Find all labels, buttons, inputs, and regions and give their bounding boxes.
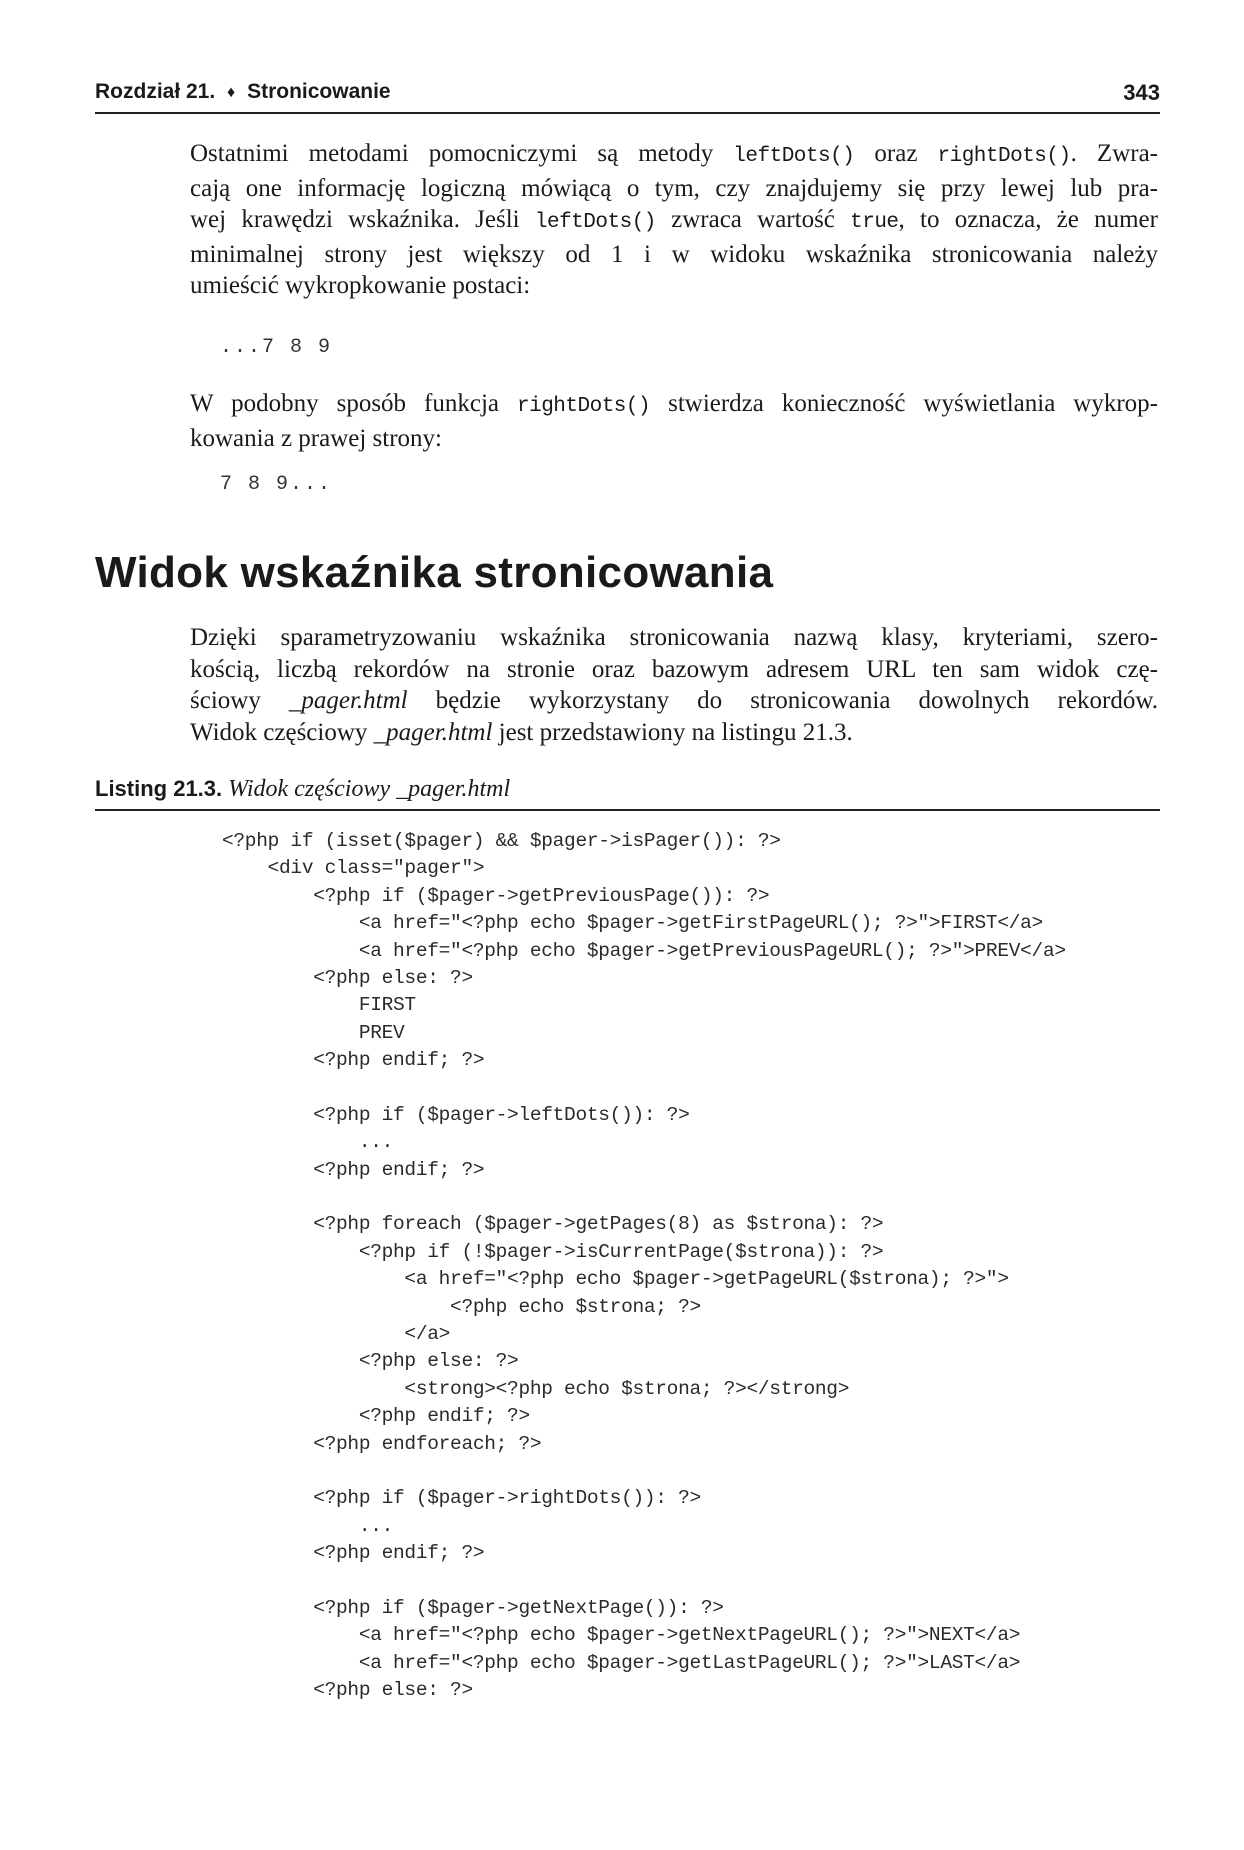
code-line: <?php if (!$pager->isCurrentPage($strona)): ?>: [222, 1240, 884, 1263]
text-line: W podobny sposób funkcja rightDots() stwierdza konieczność wyświetlania wykrop-: [190, 390, 1158, 418]
code-line: ...: [222, 1514, 394, 1537]
code-line: </a>: [222, 1323, 451, 1346]
code-line: <?php endif; ?>: [222, 1049, 485, 1072]
code-line: <?php if ($pager->getPreviousPage()): ?>: [222, 884, 770, 907]
text-line: cają one informację logiczną mówiącą o tym, czy znajdujemy się przy lewej lub pra-: [190, 174, 1158, 202]
code-line: <?php else: ?>: [222, 1679, 473, 1702]
code-listing: [222, 828, 1066, 1705]
listing-label: Listing 21.3.: [95, 776, 223, 801]
file-name: _pager.html: [288, 687, 408, 714]
inline-code: leftDots(): [534, 211, 656, 234]
code-line: <a href="<?php echo $pager->getLastPageURL(); ?>">LAST</a>: [222, 1651, 1021, 1674]
code-line: <?php if ($pager->rightDots()): ?>: [222, 1487, 701, 1510]
file-name: _pager.html: [373, 718, 493, 746]
section-label: Stronicowanie: [247, 80, 391, 103]
text-line: kością, liczbą rekordów na stronie oraz bazowym adresem URL ten sam widok czę-: [190, 655, 1158, 683]
text-line: ściowy _pager.html będzie wykorzystany do stronicowania dowolnych rekordów.: [190, 687, 1158, 714]
code-line: <strong><?php echo $strona; ?></strong>: [222, 1377, 850, 1400]
code-line: [222, 1458, 1066, 1485]
code-line: <?php endif; ?>: [222, 1542, 485, 1565]
text-line: kowania z prawej strony:: [190, 424, 443, 452]
code-line: <a href="<?php echo $pager->getNextPageURL(); ?>">NEXT</a>: [222, 1624, 1021, 1647]
code-line: <?php if (isset($pager) && $pager->isPager()): ?>: [222, 830, 781, 852]
text-line: minimalnej strony jest większy od 1 i w widoku wskaźnika stronicowania należy: [190, 240, 1158, 268]
code-line: <a href="<?php echo $pager->getPreviousPageURL(); ?>">PREV</a>: [222, 939, 1066, 962]
code-line: <div class="pager">: [222, 857, 485, 880]
code-snippet-left-dots: ...7 8 9: [220, 336, 333, 359]
text-line: Ostatnimi metodami pomocniczymi są metody leftDots() oraz rightDots(). Zwra-: [190, 140, 1158, 168]
code-line: <?php else: ?>: [222, 966, 473, 989]
code-line: [222, 1568, 1066, 1595]
text-line: wej krawędzi wskaźnika. Jeśli leftDots() zwraca wartość true, to oznacza, że numer: [190, 206, 1158, 234]
listing-caption: [95, 776, 1160, 811]
section-paragraph: [190, 622, 1158, 748]
code-line: FIRST: [222, 994, 416, 1017]
right-dots-paragraph: [190, 388, 1158, 454]
inline-code: true: [850, 211, 899, 234]
section-heading: Widok wskaźnika stronicowania: [95, 548, 774, 597]
text-line: Dzięki sparametryzowaniu wskaźnika stronicowania nazwą klasy, kryteriami, szero-: [190, 624, 1158, 651]
code-line: <?php if ($pager->getNextPage()): ?>: [222, 1596, 724, 1619]
header-chapter-title: [95, 80, 391, 104]
page-number: 343: [1123, 80, 1160, 105]
inline-code: leftDots(): [733, 145, 855, 168]
code-line: <?php if ($pager->leftDots()): ?>: [222, 1103, 690, 1126]
chapter-label: Rozdział 21.: [95, 80, 216, 103]
running-header: [95, 78, 1160, 114]
code-line: <?php echo $strona; ?>: [222, 1295, 701, 1318]
code-line: <?php endif; ?>: [222, 1158, 485, 1181]
text-line: Widok częściowy _pager.html jest przedstawiony na listingu 21.3.: [190, 718, 853, 746]
code-line: [222, 1075, 1066, 1102]
code-line: <a href="<?php echo $pager->getPageURL($strona); ?>">: [222, 1268, 1009, 1291]
listing-title: Widok częściowy _pager.html: [228, 776, 511, 802]
code-line: ...: [222, 1131, 394, 1154]
code-line: <?php endforeach; ?>: [222, 1432, 542, 1455]
code-line: <?php foreach ($pager->getPages(8) as $strona): ?>: [222, 1213, 884, 1236]
intro-paragraph: [190, 138, 1158, 302]
diamond-separator-icon: ♦: [227, 84, 236, 101]
code-line: PREV: [222, 1021, 405, 1044]
inline-code: rightDots(): [937, 145, 1071, 168]
inline-code: rightDots(): [516, 395, 651, 418]
code-line: <?php else: ?>: [222, 1350, 519, 1373]
code-line: [222, 1184, 1066, 1211]
code-snippet-right-dots: 7 8 9...: [220, 473, 333, 496]
code-line: <?php endif; ?>: [222, 1405, 530, 1428]
code-line: <a href="<?php echo $pager->getFirstPageURL(); ?>">FIRST</a>: [222, 912, 1043, 935]
text-line: umieścić wykropkowanie postaci:: [190, 272, 531, 299]
